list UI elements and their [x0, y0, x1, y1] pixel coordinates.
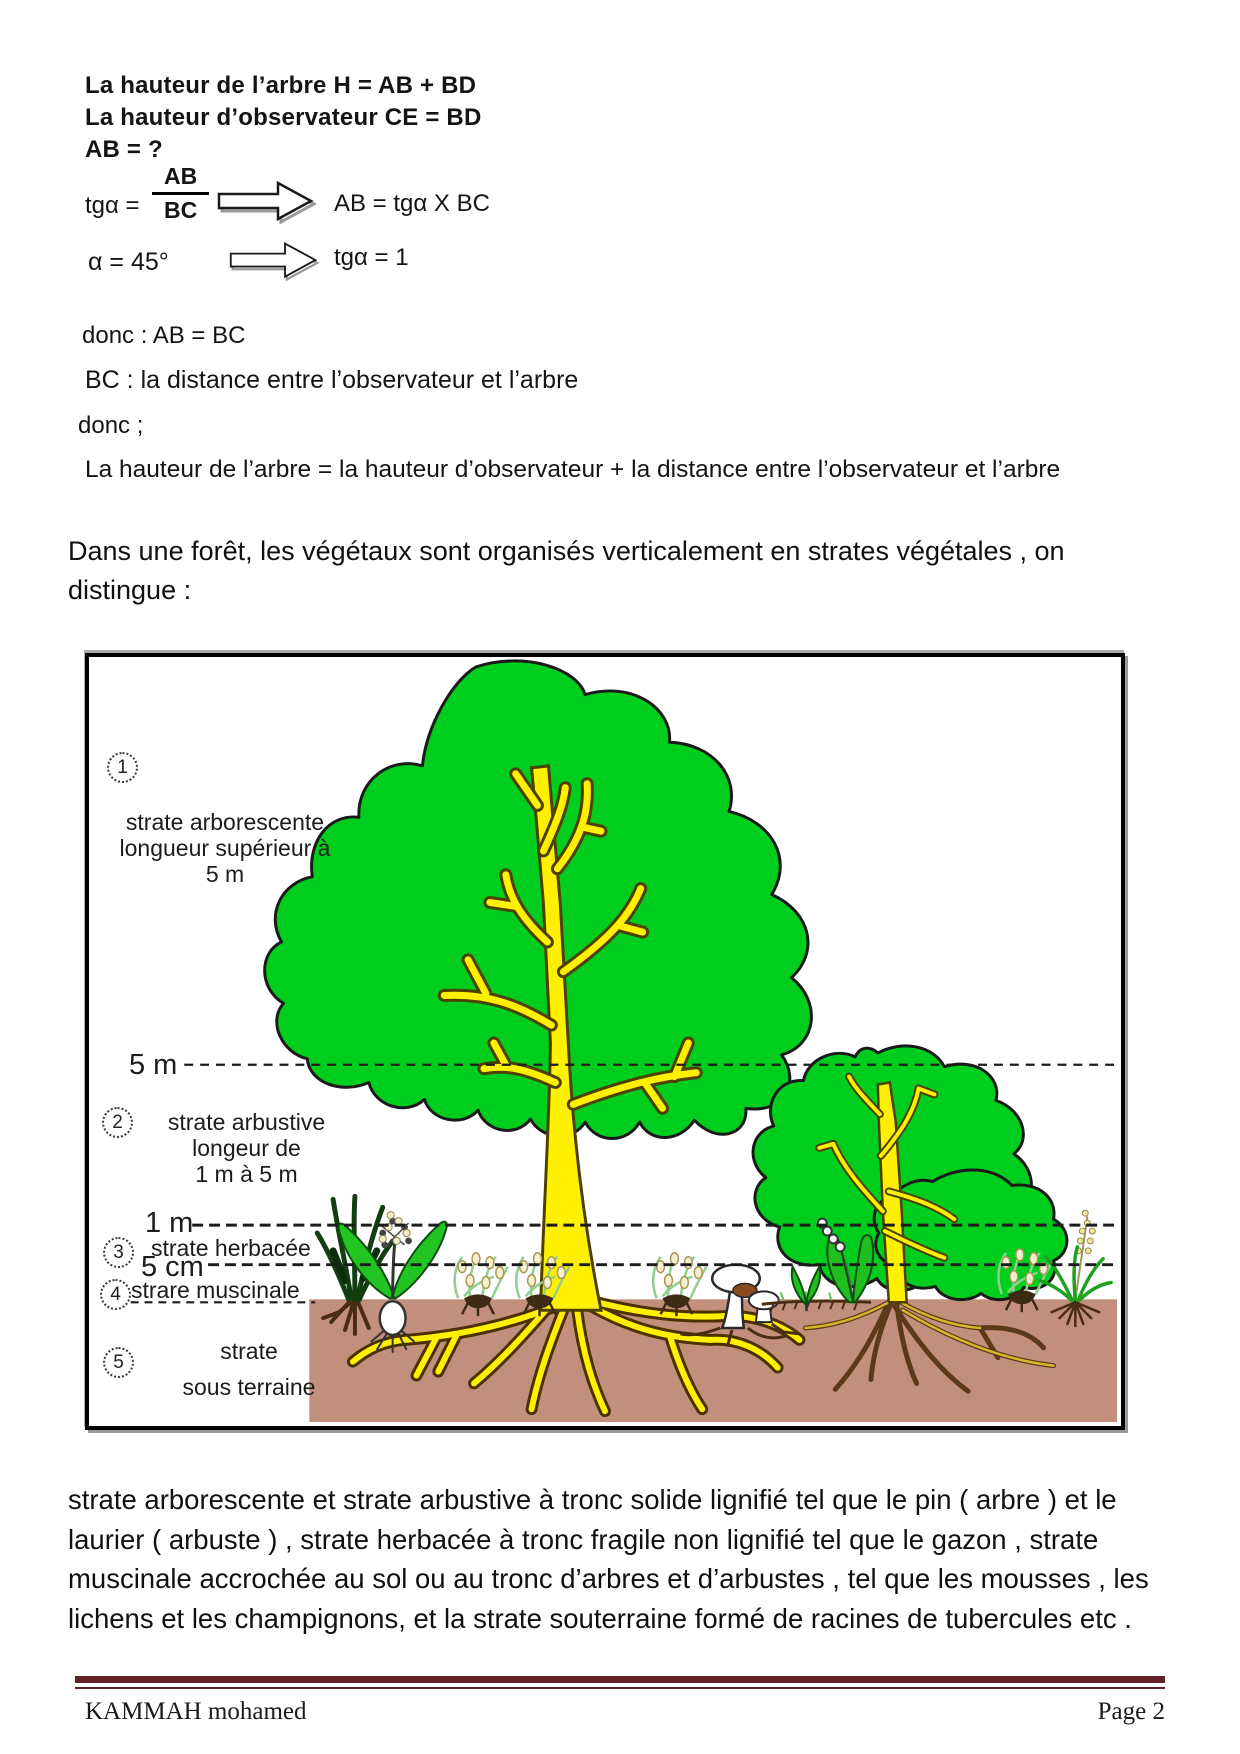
height-mark-1m: 1 m	[145, 1207, 194, 1239]
stratum-label-souterraine	[144, 1333, 354, 1405]
flower-head	[379, 1212, 412, 1249]
height-mark-5m: 5 m	[129, 1049, 178, 1081]
large-tree-crown	[265, 661, 812, 1139]
conclusion-line: La hauteur de l’arbre = la hauteur d’observateur + la distance entre l’observateur et l’arbre	[85, 456, 1061, 483]
label-line: strate arbustive	[167, 1109, 326, 1135]
formula2-lhs: α = 45°	[88, 248, 169, 276]
label-line: longeur de	[192, 1135, 301, 1161]
stratum-circle-4: 4	[100, 1279, 131, 1310]
stratum-label-arbustive	[139, 1109, 354, 1187]
label-line: longueur supérieur à	[119, 835, 331, 861]
strata-illustration	[89, 657, 1121, 1426]
footer-page-number: Page 2	[1097, 1698, 1165, 1725]
stratum-label-arborescente	[97, 809, 353, 887]
donc-line-1: donc : AB = BC	[82, 322, 246, 349]
fraction	[152, 163, 209, 224]
stratum-circle-5: 5	[103, 1347, 134, 1378]
stratum-circle-2: 2	[102, 1107, 133, 1138]
math-line-3: AB = ?	[85, 136, 163, 163]
stratum-circle-3: 3	[103, 1237, 134, 1268]
formula2-rhs: tgα = 1	[334, 244, 409, 271]
bottom-paragraph: strate arborescente et strate arbustive à tronc solide lignifié tel que le pin ( arbre ) et le laurier ( arbuste ) , strate herbacée à tronc fragile non lignifié tel que le gazon , strate muscinale accrochée au sol ou au tronc d’arbres et d’arbustes , tel que les mousses , les lichens et les champignons, et la strate souterraine formé de racines de tubercules etc .	[68, 1484, 1149, 1634]
label-line: strate arborescente	[125, 809, 325, 835]
label-line: 1 m à 5 m	[195, 1161, 298, 1187]
footer-rule-thin	[75, 1687, 1165, 1689]
fraction-numerator: AB	[152, 163, 209, 195]
footer-author: KAMMAH mohamed	[85, 1698, 307, 1725]
label-line: 5 m	[205, 861, 245, 887]
intro-paragraph: Dans une forêt, les végétaux sont organisés verticalement en strates végétales , on distingue :	[68, 536, 1065, 605]
stratum-label-muscinale: strare muscinale	[131, 1277, 300, 1303]
large-tree	[265, 661, 812, 1310]
donc-line-2: donc ;	[78, 412, 144, 439]
footer	[85, 1698, 1165, 1726]
math-line-1: La hauteur de l’arbre H = AB + BD	[85, 72, 477, 99]
stratum-label-herbacee: strate herbacée	[151, 1235, 311, 1261]
height-mark-5cm: 5 cm	[141, 1251, 204, 1283]
label-line: sous terraine	[182, 1374, 316, 1400]
formula1-rhs: AB = tgα X BC	[334, 190, 490, 217]
right-arrow-icon	[224, 238, 324, 284]
bc-definition: BC : la distance entre l’observateur et l’arbre	[85, 366, 579, 394]
math-line-2: La hauteur d’observateur CE = BD	[85, 104, 482, 131]
label-line: strate	[220, 1338, 278, 1364]
stratum-circle-1: 1	[107, 752, 138, 783]
formula1-lhs: tgα =	[85, 192, 140, 219]
right-arrow-icon	[214, 177, 318, 227]
strata-diagram	[85, 653, 1125, 1430]
fraction-denominator: BC	[164, 197, 198, 223]
footer-rule-thick	[75, 1676, 1165, 1683]
